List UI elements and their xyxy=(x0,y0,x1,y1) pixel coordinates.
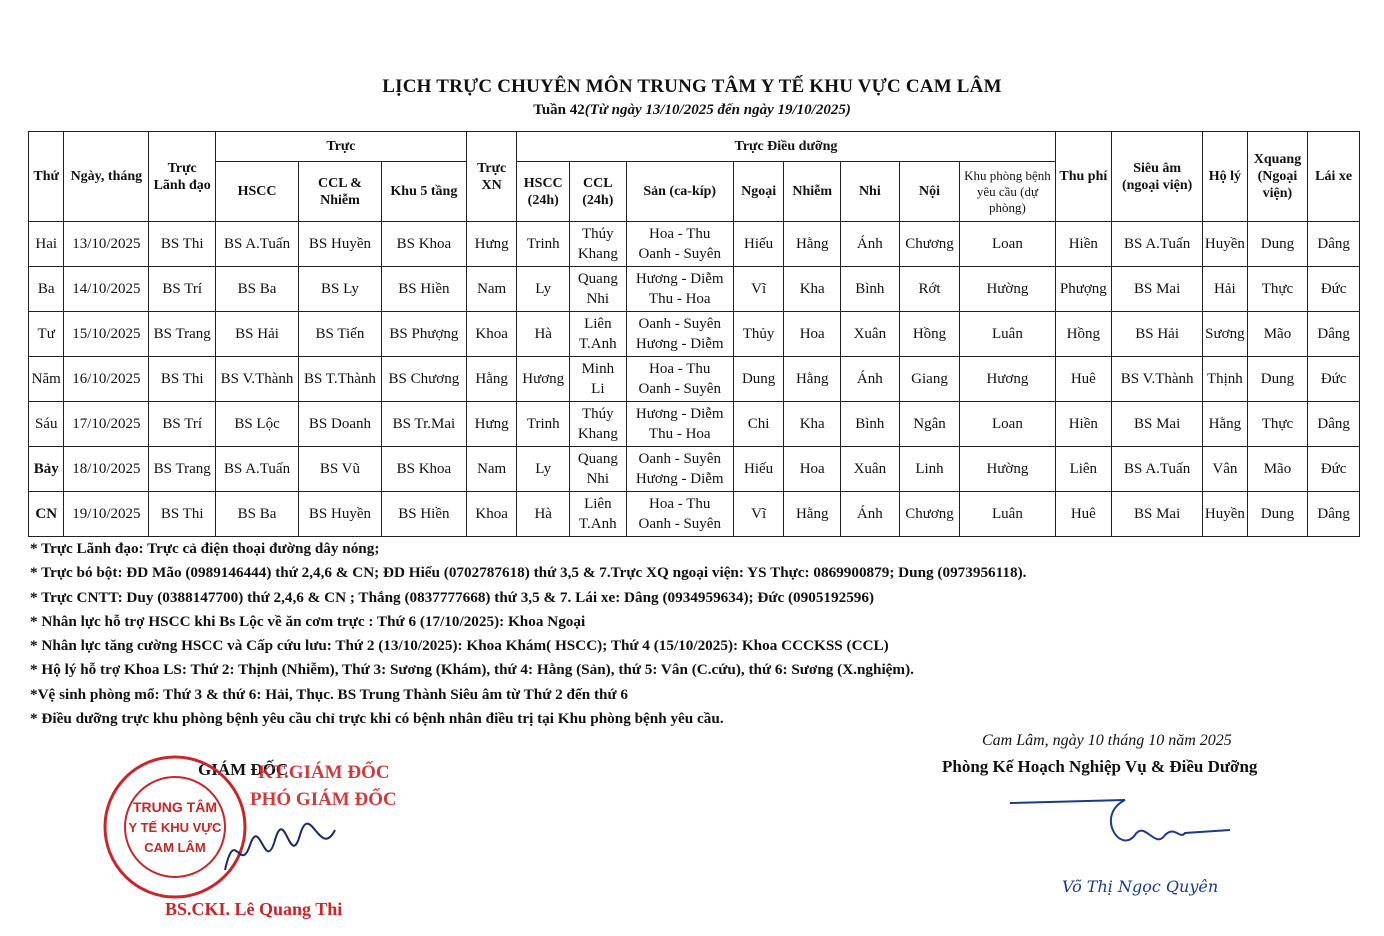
cell-lai-xe: Đức xyxy=(1308,267,1360,312)
table-row xyxy=(29,357,1360,402)
cell-ho-ly: Sương xyxy=(1203,312,1247,357)
table-row xyxy=(29,222,1360,267)
week-range: (Từ ngày 13/10/2025 đến ngày 19/10/2025) xyxy=(584,102,851,118)
cell-thu-phi: Hiền xyxy=(1055,222,1112,267)
cell-ccl: BS T.Thành xyxy=(298,357,381,402)
cell-san xyxy=(626,267,733,312)
cell-thu: Ba xyxy=(29,267,64,312)
cell-khu-phong: Hường xyxy=(960,447,1055,492)
cell-ngoai: Dung xyxy=(733,357,784,402)
cell-ccl24-line-2: Nhi xyxy=(586,471,610,487)
header-khu-phong: Khu phòng bệnh yêu cầu (dự phòng) xyxy=(960,162,1055,222)
cell-nhiem: Kha xyxy=(784,402,841,447)
header-san: Sản (ca-kíp) xyxy=(626,162,733,222)
cell-xquang: Dung xyxy=(1247,222,1308,267)
cell-sieu-am: BS V.Thành xyxy=(1112,357,1203,402)
header-nhi: Nhi xyxy=(841,162,900,222)
header-thu-phi: Thu phí xyxy=(1055,132,1112,222)
cell-san-line-2: Thu - Hoa xyxy=(648,426,711,442)
cell-ccl24-line-1: Minh xyxy=(581,361,615,377)
header-ccl24: CCL (24h) xyxy=(570,162,627,222)
cell-thu-phi: Liên xyxy=(1055,447,1112,492)
cell-ngoai: Chi xyxy=(733,402,784,447)
note-item: *Vệ sinh phòng mổ: Thứ 3 & thứ 6: Hải, Thục. BS Trung Thành Siêu âm từ Thứ 2 đến thứ 6 xyxy=(30,685,628,703)
cell-ho-ly: Thịnh xyxy=(1203,357,1247,402)
cell-hscc: BS Lộc xyxy=(216,402,299,447)
cell-ho-ly: Huyền xyxy=(1203,222,1247,267)
cell-ngay: 13/10/2025 xyxy=(64,222,149,267)
department-signature-icon xyxy=(1005,795,1235,875)
cell-thu: Bảy xyxy=(29,447,64,492)
cell-nhi: Ánh xyxy=(841,222,900,267)
table-row xyxy=(29,402,1360,447)
cell-sieu-am: BS Hải xyxy=(1112,312,1203,357)
cell-ho-ly: Hải xyxy=(1203,267,1247,312)
note-item: * Trực bó bột: ĐD Mão (0989146444) thứ 2,4,6 & CN; ĐD Hiếu (0702787618) thứ 3,5 & 7.Trực XQ ngoại viện: YS Thực: 0869900879; Dung (0973956118). xyxy=(30,564,1027,582)
seal-line-3: CAM LÂM xyxy=(144,840,206,855)
cell-khu5: BS Hiền xyxy=(381,492,466,537)
cell-ccl: BS Vũ xyxy=(298,447,381,492)
department-head-name: Võ Thị Ngọc Quyên xyxy=(1062,877,1219,896)
cell-ccl24 xyxy=(570,402,627,447)
cell-san-line-2: Oanh - Suyên xyxy=(638,246,721,262)
header-khu5: Khu 5 tầng xyxy=(381,162,466,222)
cell-lai-xe: Dâng xyxy=(1308,492,1360,537)
cell-san-line-2: Hương - Diễm xyxy=(635,336,724,352)
header-ngoai: Ngoại xyxy=(733,162,784,222)
cell-thu: CN xyxy=(29,492,64,537)
header-nhiem: Nhiễm xyxy=(784,162,841,222)
cell-ccl: BS Huyền xyxy=(298,492,381,537)
cell-xn: Nam xyxy=(466,447,517,492)
cell-san xyxy=(626,357,733,402)
cell-hscc24: Hà xyxy=(517,312,570,357)
cell-ccl24 xyxy=(570,447,627,492)
cell-ngoai: Thủy xyxy=(733,312,784,357)
cell-nhi: Xuân xyxy=(841,447,900,492)
header-ngay: Ngày, tháng xyxy=(64,132,149,222)
deputy-director-stamp: PHÓ GIÁM ĐỐC xyxy=(250,789,397,810)
header-ho-ly: Hộ lý xyxy=(1203,132,1247,222)
cell-san-line-2: Hương - Diễm xyxy=(635,471,724,487)
cell-lanh-dao: BS Trang xyxy=(149,447,216,492)
table-row xyxy=(29,492,1360,537)
note-item: * Trực Lãnh đạo: Trực cả điện thoại đường dây nóng; xyxy=(30,540,380,557)
department-name: Phòng Kế Hoạch Nghiệp Vụ & Điều Dưỡng xyxy=(942,757,1258,776)
week-subtitle xyxy=(0,102,1384,119)
cell-hscc24: Trinh xyxy=(517,222,570,267)
cell-ngoai: Vĩ xyxy=(733,267,784,312)
cell-xn: Khoa xyxy=(466,492,517,537)
cell-ccl24-line-1: Thúy xyxy=(581,406,614,422)
cell-ccl24 xyxy=(570,267,627,312)
cell-ccl24-line-1: Quang xyxy=(577,271,618,287)
cell-lanh-dao: BS Trí xyxy=(149,402,216,447)
cell-noi: Ngân xyxy=(899,402,960,447)
cell-nhiem: Hằng xyxy=(784,357,841,402)
cell-hscc24: Hương xyxy=(517,357,570,402)
cell-san-line-1: Hoa - Thu xyxy=(649,361,711,377)
director-title: GIÁM ĐỐC xyxy=(198,760,289,779)
cell-lai-xe: Dâng xyxy=(1308,402,1360,447)
cell-ngoai: Hiếu xyxy=(733,447,784,492)
cell-san xyxy=(626,402,733,447)
cell-san-line-1: Oanh - Suyên xyxy=(638,316,721,332)
cell-san xyxy=(626,492,733,537)
note-item: * Trực CNTT: Duy (0388147700) thứ 2,4,6 & CN ; Thắng (0837777668) thứ 3,5 & 7. Lái xe: Dâng (0934959634); Đức (0905192596) xyxy=(30,588,875,606)
header-xquang: Xquang (Ngoại viện) xyxy=(1247,132,1308,222)
cell-noi: Chương xyxy=(899,492,960,537)
cell-ngay: 17/10/2025 xyxy=(64,402,149,447)
cell-khu5: BS Khoa xyxy=(381,447,466,492)
cell-ngoai: Hiếu xyxy=(733,222,784,267)
cell-san xyxy=(626,312,733,357)
cell-xn: Hưng xyxy=(466,222,517,267)
cell-thu: Tư xyxy=(29,312,64,357)
kt-director-stamp: KT.GIÁM ĐỐC xyxy=(258,762,390,783)
cell-ccl24-line-2: Khang xyxy=(577,426,618,442)
cell-khu5: BS Phượng xyxy=(381,312,466,357)
cell-noi: Chương xyxy=(899,222,960,267)
cell-san-line-1: Hương - Diễm xyxy=(635,406,724,422)
seal-line-1: TRUNG TÂM xyxy=(133,799,217,815)
cell-san xyxy=(626,222,733,267)
cell-lanh-dao: BS Thi xyxy=(149,222,216,267)
cell-sieu-am: BS Mai xyxy=(1112,402,1203,447)
cell-xn: Nam xyxy=(466,267,517,312)
cell-ngay: 15/10/2025 xyxy=(64,312,149,357)
header-sieu-am: Siêu âm (ngoại viện) xyxy=(1112,132,1203,222)
cell-thu-phi: Hiền xyxy=(1055,402,1112,447)
notes-list xyxy=(30,537,1026,731)
cell-thu: Năm xyxy=(29,357,64,402)
cell-nhiem: Hằng xyxy=(784,222,841,267)
cell-ho-ly: Huyền xyxy=(1203,492,1247,537)
place-date: Cam Lâm, ngày 10 tháng 10 năm 2025 xyxy=(982,732,1232,749)
cell-xquang: Thực xyxy=(1247,267,1308,312)
header-truc-lanh-dao: Trực Lãnh đạo xyxy=(149,132,216,222)
page-title: LỊCH TRỰC CHUYÊN MÔN TRUNG TÂM Y TẾ KHU VỰC CAM LÂM xyxy=(382,76,1002,97)
cell-san-line-1: Hương - Diễm xyxy=(635,271,724,287)
cell-ccl24-line-2: T.Anh xyxy=(579,516,617,532)
cell-lanh-dao: BS Trang xyxy=(149,312,216,357)
cell-xn: Hưng xyxy=(466,402,517,447)
cell-khu5: BS Tr.Mai xyxy=(381,402,466,447)
cell-xquang: Thực xyxy=(1247,402,1308,447)
header-hscc: HSCC xyxy=(216,162,299,222)
cell-ngay: 14/10/2025 xyxy=(64,267,149,312)
cell-sieu-am: BS A.Tuấn xyxy=(1112,447,1203,492)
cell-san-line-2: Thu - Hoa xyxy=(648,291,711,307)
cell-khu-phong: Loan xyxy=(960,222,1055,267)
cell-lanh-dao: BS Thi xyxy=(149,357,216,402)
cell-ngay: 18/10/2025 xyxy=(64,447,149,492)
note-item: * Nhân lực hỗ trợ HSCC khi Bs Lộc về ăn cơm trực : Thứ 6 (17/10/2025): Khoa Ngoại xyxy=(30,612,586,630)
director-name: BS.CKI. Lê Quang Thi xyxy=(165,899,343,919)
cell-xquang: Mão xyxy=(1247,447,1308,492)
header-thu: Thứ xyxy=(29,132,64,222)
week-label: Tuần 42 xyxy=(533,102,585,118)
cell-ccl24-line-1: Thúy xyxy=(581,226,614,242)
cell-khu5: BS Hiền xyxy=(381,267,466,312)
table-row xyxy=(29,267,1360,312)
cell-nhi: Bình xyxy=(841,267,900,312)
cell-sieu-am: BS A.Tuấn xyxy=(1112,222,1203,267)
cell-khu5: BS Chương xyxy=(381,357,466,402)
cell-san-line-1: Hoa - Thu xyxy=(649,226,711,242)
cell-xn: Hằng xyxy=(466,357,517,402)
cell-lai-xe: Dâng xyxy=(1308,312,1360,357)
cell-hscc: BS A.Tuấn xyxy=(216,222,299,267)
cell-san xyxy=(626,447,733,492)
cell-ccl24-line-1: Quang xyxy=(577,451,618,467)
cell-nhiem: Hoa xyxy=(784,447,841,492)
cell-hscc24: Trinh xyxy=(517,402,570,447)
cell-nhi: Bình xyxy=(841,402,900,447)
cell-hscc: BS A.Tuấn xyxy=(216,447,299,492)
cell-ccl: BS Ly xyxy=(298,267,381,312)
cell-nhiem: Hoa xyxy=(784,312,841,357)
cell-thu-phi: Huê xyxy=(1055,492,1112,537)
cell-khu-phong: Hương xyxy=(960,357,1055,402)
cell-san-line-1: Hoa - Thu xyxy=(649,496,711,512)
note-item: * Nhân lực tăng cường HSCC và Cấp cứu lưu: Thứ 2 (13/10/2025): Khoa Khám( HSCC); Thứ 4 (15/10/2025): Khoa CCCKSS (CCL) xyxy=(30,637,889,655)
cell-ngoai: Vĩ xyxy=(733,492,784,537)
cell-ccl24-line-2: Khang xyxy=(577,246,618,262)
note-item: * Điều dưỡng trực khu phòng bệnh yêu cầu chỉ trực khi có bệnh nhân điều trị tại Khu phòng bệnh yêu cầu. xyxy=(30,710,724,728)
cell-khu-phong: Loan xyxy=(960,402,1055,447)
cell-ccl: BS Tiến xyxy=(298,312,381,357)
header-truc-xn: Trực XN xyxy=(466,132,517,222)
cell-lanh-dao: BS Trí xyxy=(149,267,216,312)
cell-hscc24: Ly xyxy=(517,447,570,492)
cell-thu-phi: Hồng xyxy=(1055,312,1112,357)
cell-noi: Linh xyxy=(899,447,960,492)
cell-hscc24: Ly xyxy=(517,267,570,312)
cell-noi: Hồng xyxy=(899,312,960,357)
cell-khu-phong: Luân xyxy=(960,492,1055,537)
cell-ccl24 xyxy=(570,312,627,357)
seal-line-2: Y TẾ KHU VỰC xyxy=(128,820,222,835)
cell-san-line-2: Oanh - Suyên xyxy=(638,516,721,532)
cell-lai-xe: Đức xyxy=(1308,357,1360,402)
cell-ngay: 16/10/2025 xyxy=(64,357,149,402)
header-truc-dieu-duong: Trực Điều dưỡng xyxy=(517,132,1055,162)
header-ccl-nhiem: CCL & Nhiễm xyxy=(298,162,381,222)
cell-ho-ly: Hằng xyxy=(1203,402,1247,447)
cell-lanh-dao: BS Thi xyxy=(149,492,216,537)
cell-noi: Giang xyxy=(899,357,960,402)
cell-nhiem: Hằng xyxy=(784,492,841,537)
cell-ccl24 xyxy=(570,357,627,402)
cell-hscc: BS Ba xyxy=(216,492,299,537)
cell-lai-xe: Đức xyxy=(1308,447,1360,492)
cell-sieu-am: BS Mai xyxy=(1112,267,1203,312)
cell-ngay: 19/10/2025 xyxy=(64,492,149,537)
cell-xquang: Mão xyxy=(1247,312,1308,357)
cell-lai-xe: Dâng xyxy=(1308,222,1360,267)
cell-san-line-2: Oanh - Suyên xyxy=(638,381,721,397)
header-noi: Nội xyxy=(899,162,960,222)
cell-ho-ly: Vân xyxy=(1203,447,1247,492)
cell-hscc24: Hà xyxy=(517,492,570,537)
cell-ccl24 xyxy=(570,222,627,267)
cell-thu-phi: Phượng xyxy=(1055,267,1112,312)
cell-khu-phong: Luân xyxy=(960,312,1055,357)
cell-sieu-am: BS Mai xyxy=(1112,492,1203,537)
cell-xquang: Dung xyxy=(1247,357,1308,402)
cell-ccl24 xyxy=(570,492,627,537)
cell-khu-phong: Hường xyxy=(960,267,1055,312)
table-row xyxy=(29,312,1360,357)
cell-xquang: Dung xyxy=(1247,492,1308,537)
note-item: * Hộ lý hỗ trợ Khoa LS: Thứ 2: Thịnh (Nhiễm), Thứ 3: Sương (Khám), thứ 4: Hằng (Sản), thứ 5: Vân (C.cứu), thứ 6: Sương (X.nghiệm). xyxy=(30,661,914,679)
cell-hscc: BS Hải xyxy=(216,312,299,357)
header-hscc24: HSCC (24h) xyxy=(517,162,570,222)
cell-ccl: BS Huyền xyxy=(298,222,381,267)
cell-ccl24-line-2: T.Anh xyxy=(579,336,617,352)
cell-hscc: BS Ba xyxy=(216,267,299,312)
cell-nhiem: Kha xyxy=(784,267,841,312)
cell-ccl24-line-1: Liên xyxy=(584,316,612,332)
cell-nhi: Xuân xyxy=(841,312,900,357)
cell-ccl24-line-2: Li xyxy=(591,381,605,397)
header-truc: Trực xyxy=(216,132,467,162)
cell-thu: Sáu xyxy=(29,402,64,447)
cell-nhi: Ánh xyxy=(841,357,900,402)
cell-ccl: BS Doanh xyxy=(298,402,381,447)
cell-xn: Khoa xyxy=(466,312,517,357)
table-row xyxy=(29,447,1360,492)
cell-noi: Rớt xyxy=(899,267,960,312)
duty-schedule-table xyxy=(28,131,1360,537)
header-lai-xe: Lái xe xyxy=(1308,132,1360,222)
cell-hscc: BS V.Thành xyxy=(216,357,299,402)
cell-thu: Hai xyxy=(29,222,64,267)
cell-khu5: BS Khoa xyxy=(381,222,466,267)
cell-ccl24-line-1: Liên xyxy=(584,496,612,512)
cell-thu-phi: Huê xyxy=(1055,357,1112,402)
cell-nhi: Ánh xyxy=(841,492,900,537)
director-signature-icon xyxy=(220,815,340,885)
cell-san-line-1: Oanh - Suyên xyxy=(638,451,721,467)
cell-ccl24-line-2: Nhi xyxy=(586,291,610,307)
